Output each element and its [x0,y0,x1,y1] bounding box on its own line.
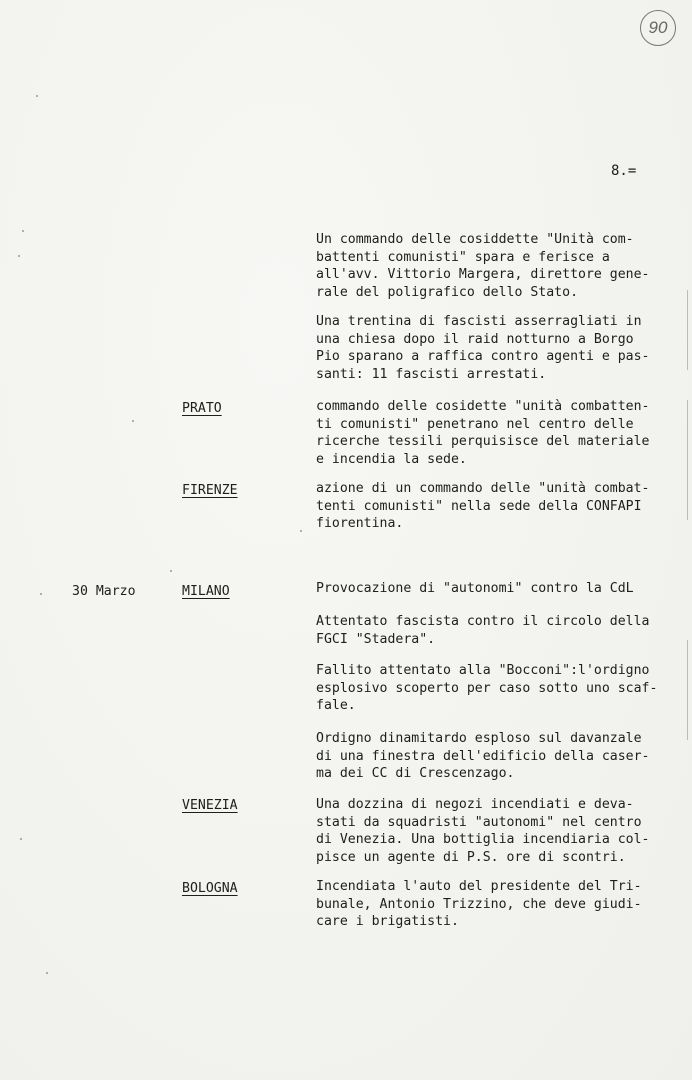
page-number: 8.= [611,163,637,179]
city-label-bologna: BOLOGNA [182,881,238,896]
paper-speck [36,95,38,97]
city-label-venezia: VENEZIA [182,798,238,813]
paper-speck [18,255,20,257]
margin-rule [687,290,688,370]
entry-text: Un commando delle cosiddette "Unità com- battenti comunisti" spara e ferisce a all'avv. Vittorio Margera, direttore gene- rale del poligrafico dello Stato. [316,232,650,300]
entry-text: Ordigno dinamitardo esploso sul davanzale di una finestra dell'edificio della caser- ma dei CC di Crescenzago. [316,731,650,781]
paper-speck [20,838,22,840]
entry-text: Fallito attentato alla "Bocconi":l'ordigno esplosivo scoperto per caso sotto uno scaf- fale. [316,663,658,713]
entry-text: Incendiata l'auto del presidente del Tri- bunale, Antonio Trizzino, che deve giudi- care i brigatisti. [316,879,642,929]
entry-text: azione di un commando delle "unità combat- tenti comunisti" nella sede della CONFAPI fiorentina. [316,481,650,531]
paper-speck [40,593,42,595]
paper-speck [170,570,172,572]
entry-text: Attentato fascista contro il circolo della FGCI "Stadera". [316,614,650,647]
margin-rule [687,400,688,520]
entry-text: Una trentina di fascisti asserragliati in una chiesa dopo il raid notturno a Borgo Pio sparano a raffica contro agenti e pas- santi: 11 fascisti arrestati. [316,314,650,382]
entry-text: Provocazione di "autonomi" contro la CdL [316,581,634,596]
paper-speck [132,420,134,422]
archive-stamp: 90 [640,10,676,46]
paper-speck [300,530,302,532]
city-label-milano: MILANO [182,584,230,599]
entry-text: commando delle cosidette "unità combatten- ti comunisti" penetrano nel centro delle ricerche tessili perquisisce del materiale e incendia la sede. [316,399,650,467]
paper-speck [22,230,24,232]
margin-rule [687,640,688,740]
date-label: 30 Marzo [72,584,136,599]
city-label-firenze: FIRENZE [182,483,238,498]
paper-speck [46,972,48,974]
entry-text: Una dozzina di negozi incendiati e deva- stati da squadristi "autonomi" nel centro di Venezia. Una bottiglia incendiaria col- pisce un agente di P.S. ore di scontri. [316,797,650,865]
city-label-prato: PRATO [182,401,222,416]
